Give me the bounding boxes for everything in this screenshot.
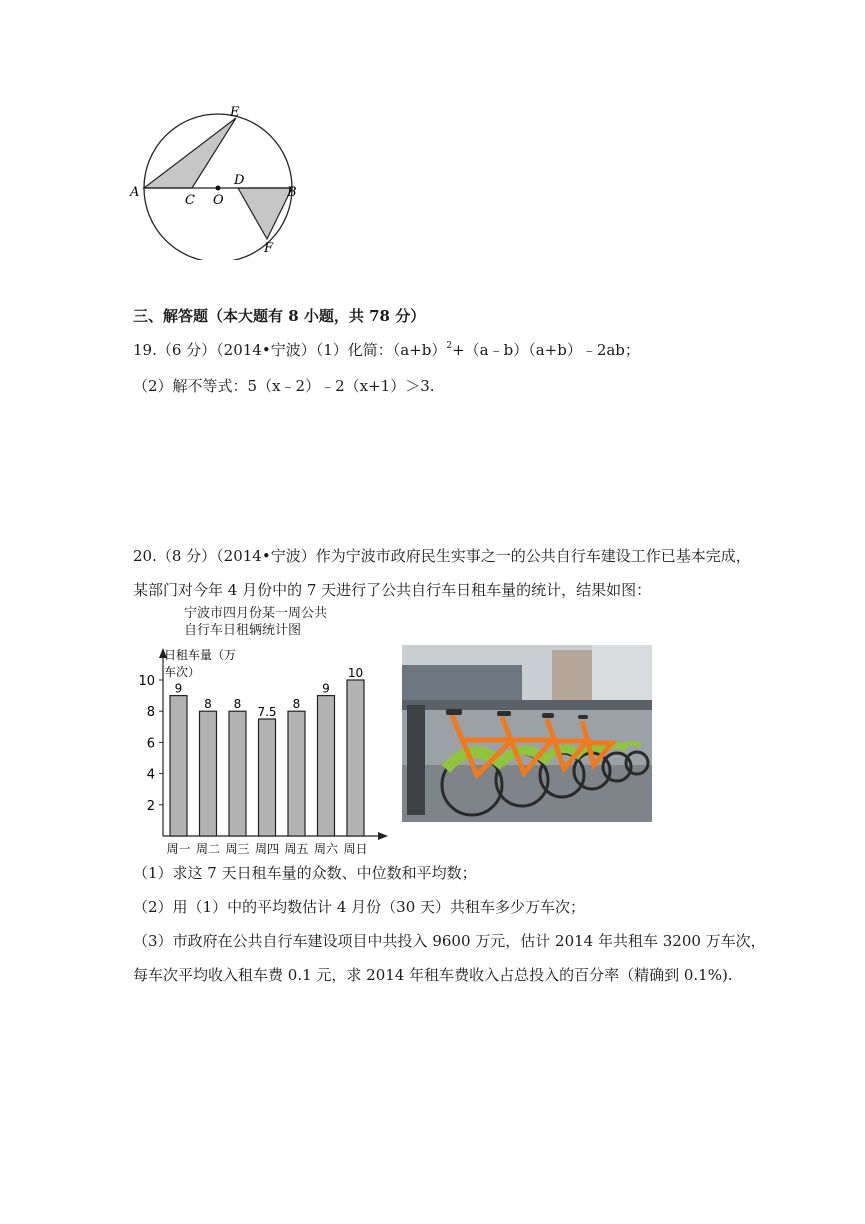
bar-value-label: 8 bbox=[292, 697, 301, 712]
bar-chart bbox=[130, 640, 395, 865]
bar bbox=[229, 711, 246, 836]
x-category-label: 周四 bbox=[254, 842, 280, 856]
q19-line1-tail: +（a﹣b）（a+b）﹣2ab； bbox=[452, 341, 640, 359]
bar-value-label: 10 bbox=[347, 666, 364, 680]
y-axis-label-line1: 日租车量（万 bbox=[164, 648, 237, 662]
label-c: C bbox=[185, 193, 195, 208]
label-f: F bbox=[264, 241, 274, 256]
y-tick-label: 10 bbox=[138, 674, 155, 689]
q19-line1 bbox=[133, 340, 640, 363]
shaded-triangle-ace bbox=[144, 118, 236, 188]
bar bbox=[170, 696, 187, 836]
bar-value-label: 9 bbox=[322, 681, 330, 696]
bicycles-photo bbox=[402, 645, 652, 822]
bar-value-label: 8 bbox=[233, 697, 242, 712]
label-a: A bbox=[130, 185, 140, 200]
bicycles-photo-illustration bbox=[402, 645, 652, 822]
bar bbox=[288, 711, 305, 836]
circle-geometry-figure bbox=[125, 100, 305, 260]
y-tick-label: 8 bbox=[146, 705, 155, 721]
q19-line2: （2）解不等式：5（x﹣2）﹣2（x+1）＞3. bbox=[133, 377, 435, 395]
q20-sub1: （1）求这 7 天日租车量的众数、中位数和平均数； bbox=[133, 864, 477, 882]
x-axis-arrow bbox=[378, 832, 388, 840]
q19-exponent: 2 bbox=[446, 341, 453, 351]
label-o: O bbox=[213, 193, 224, 208]
bar-value-label: 9 bbox=[174, 681, 183, 696]
bar-value-label: 8 bbox=[204, 697, 212, 712]
label-d: D bbox=[234, 173, 245, 188]
x-category-label: 周五 bbox=[284, 842, 309, 856]
bar-value-label: 7.5 bbox=[257, 705, 277, 719]
center-point-o bbox=[216, 186, 221, 191]
section-heading: 三、解答题（本大题有 8 小题，共 78 分） bbox=[133, 307, 426, 325]
q20-sub2: （2）用（1）中的平均数估计 4 月份（30 天）共租车多少万车次； bbox=[133, 898, 586, 916]
x-category-label: 周六 bbox=[313, 842, 339, 856]
x-category-label: 周日 bbox=[343, 842, 368, 856]
x-category-label: 周二 bbox=[195, 842, 221, 856]
q20-sub3-line2: 每车次平均收入租车费 0.1 元，求 2014 年租车费收入占总投入的百分率（精确到 0.1%). bbox=[133, 966, 733, 984]
q19-line1-text: 19.（6 分）（2014•宁波）（1）化简：（a+b） bbox=[133, 341, 447, 359]
shaded-triangle-dbf bbox=[238, 188, 292, 239]
y-tick-label: 2 bbox=[146, 798, 155, 814]
label-b: B bbox=[287, 185, 297, 200]
bar bbox=[347, 680, 364, 836]
y-axis-label-line2: 车次） bbox=[164, 665, 201, 679]
q20-line1: 20.（8 分）（2014•宁波）作为宁波市政府民生实事之一的公共自行车建设工作已基本完成， bbox=[133, 547, 751, 565]
y-tick-label: 4 bbox=[146, 767, 155, 783]
y-tick-label: 6 bbox=[146, 736, 155, 752]
bar bbox=[259, 719, 276, 836]
label-e: E bbox=[230, 105, 240, 120]
x-category-label: 周一 bbox=[166, 842, 191, 856]
q20-sub3-line1: （3）市政府在公共自行车建设项目中共投入 9600 万元，估计 2014 年共租车 3200 万车次， bbox=[133, 932, 766, 950]
bar bbox=[200, 711, 217, 836]
x-category-label: 周三 bbox=[225, 842, 250, 856]
chart-title-line2: 自行车日租辆统计图 bbox=[184, 623, 302, 638]
bar bbox=[318, 696, 335, 836]
q20-line2: 某部门对今年 4 月份中的 7 天进行了公共自行车日租车量的统计，结果如图： bbox=[133, 581, 652, 599]
chart-title-line1: 宁波市四月份某一周公共 bbox=[184, 606, 328, 621]
